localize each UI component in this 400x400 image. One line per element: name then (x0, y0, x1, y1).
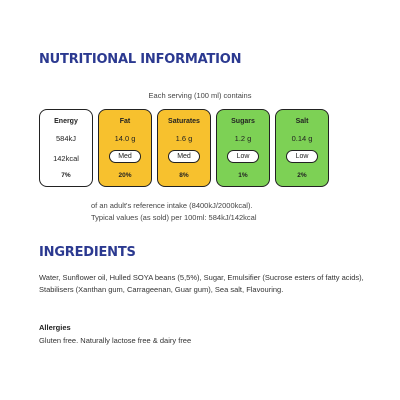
level-badge: Low (227, 150, 259, 163)
level-badge: Med (109, 150, 141, 163)
card-percent: 7% (61, 172, 71, 179)
card-percent: 8% (179, 172, 189, 179)
fat-card (98, 109, 152, 187)
sugars-card (216, 109, 270, 187)
card-name: Salt (295, 118, 309, 125)
nutrition-heading: NUTRITIONAL INFORMATION (39, 52, 242, 67)
card-name: Energy (54, 118, 78, 125)
allergies-heading: Allergies (39, 323, 71, 332)
card-value: 1.6 g (175, 134, 193, 143)
card-name: Sugars (231, 118, 255, 125)
card-value: 14.0 g (114, 134, 136, 143)
card-percent: 2% (297, 172, 307, 179)
serving-text: Each serving (100 ml) contains (148, 91, 252, 100)
reference-intake-note (91, 200, 321, 224)
ingredients-text: Water, Sunflower oil, Hulled SOYA beans (5,5%), Sugar, Emulsifier (Sucrose esters of fatty acids), Stabilisers (Xanthan gum, Carrageenan, Guar gum), Sea salt, Flavouring. (39, 273, 364, 294)
allergies-text: Gluten free. Naturally lactose free & dairy free (39, 336, 192, 345)
card-name: Saturates (168, 118, 200, 125)
energy-card (39, 109, 93, 187)
reference-line-1: of an adult's reference intake (8400kJ/2000kcal). (91, 201, 253, 210)
card-percent: 1% (238, 172, 248, 179)
card-value: 1.2 g (234, 134, 252, 143)
card-name: Fat (119, 118, 131, 125)
card-value-kj: 584kJ (55, 134, 76, 143)
card-value-kcal: 142kcal (53, 154, 79, 163)
level-badge: Low (286, 150, 318, 163)
card-value: 0.14 g (291, 134, 313, 143)
salt-card (275, 109, 329, 187)
card-percent: 20% (118, 172, 132, 179)
ingredients-heading: INGREDIENTS (39, 245, 136, 260)
saturates-card (157, 109, 211, 187)
reference-line-2: Typical values (as sold) per 100ml: 584kJ/142kcal (91, 213, 257, 222)
level-badge: Med (168, 150, 200, 163)
